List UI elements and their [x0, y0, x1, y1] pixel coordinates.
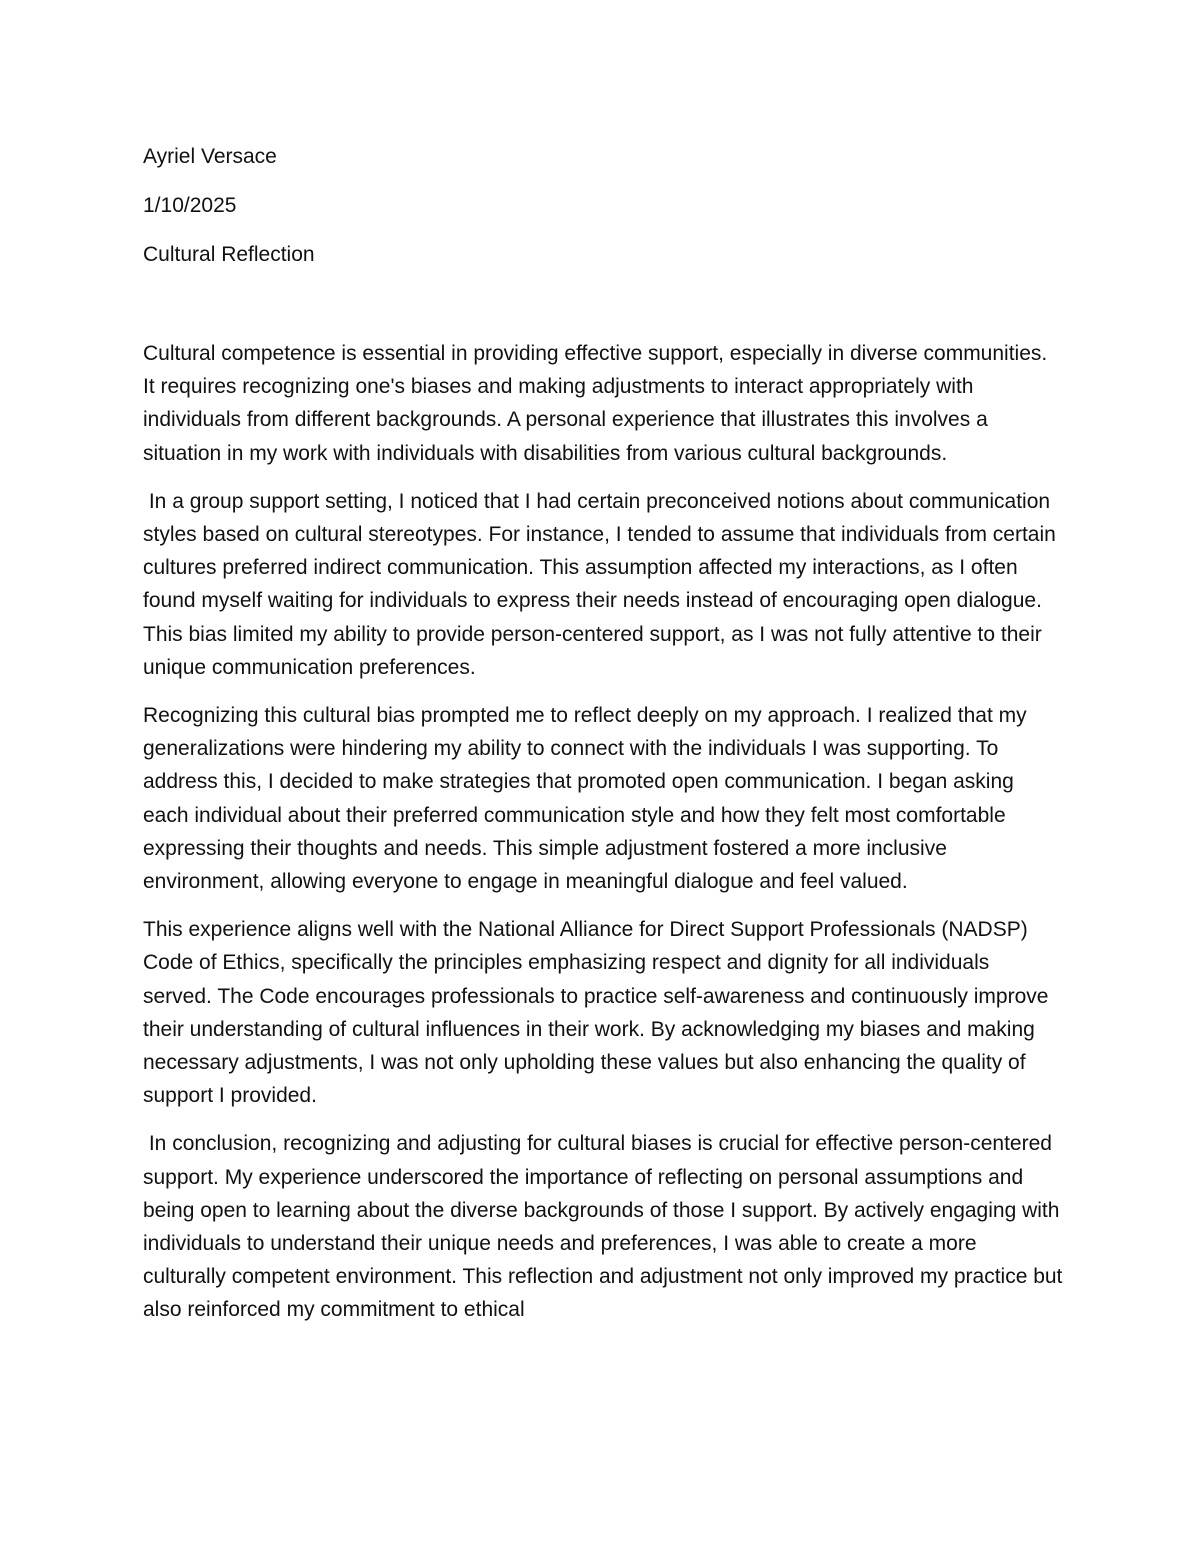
paragraph-code-of-ethics: This experience aligns well with the National Alliance for Direct Support Professionals (NADSP) Code of Ethics, specifically the principles emphasizing respect and dignity for all individuals served. The Code encourages professionals to practice self-awareness and continuously improve their understanding of cultural influences in their work. By acknowledging my biases and making necessary adjustments, I was not only upholding these values but also enhancing the quality of support I provided. [143, 918, 1055, 1108]
paragraph-conclusion: In conclusion, recognizing and adjusting for cultural biases is crucial for effective person-centered support. My experience underscored the importance of reflecting on personal assumptions and being open to learning about the diverse backgrounds of those I support. By actively engaging with individuals to understand their unique needs and preferences, I was able to create a more culturally competent environment. This reflection and adjustment not only improved my practice but also reinforced my commitment to ethical [143, 1132, 1069, 1322]
author-name: Ayriel Versace [143, 145, 277, 168]
paragraph-recognition: Recognizing this cultural bias prompted me to reflect deeply on my approach. I realized that my generalizations were hindering my ability to connect with the individuals I was supporting. To address this, I decided to make strategies that promoted open communication. I began asking each individual about their preferred communication style and how they felt most comfortable expressing their thoughts and needs. This simple adjustment fostered a more inclusive environment, allowing everyone to engage in meaningful dialogue and feel valued. [143, 704, 1033, 894]
document-date: 1/10/2025 [143, 194, 237, 217]
document-title: Cultural Reflection [143, 243, 315, 266]
paragraph-experience: In a group support setting, I noticed that I had certain preconceived notions about communication styles based on cultural stereotypes. For instance, I tended to assume that individuals from certain cultures preferred indirect communication. This assumption affected my interactions, as I often found myself waiting for individuals to express their needs instead of encouraging open dialogue. This bias limited my ability to provide person-centered support, as I was not fully attentive to their unique communication preferences. [143, 489, 1062, 679]
paragraph-introduction: Cultural competence is essential in providing effective support, especially in diverse communities. It requires recognizing one's biases and making adjustments to interact appropriately with individuals from different backgrounds. A personal experience that illustrates this involves a situation in my work with individuals with disabilities from various cultural backgrounds. [143, 342, 1054, 465]
document-body [143, 140, 1069, 1327]
